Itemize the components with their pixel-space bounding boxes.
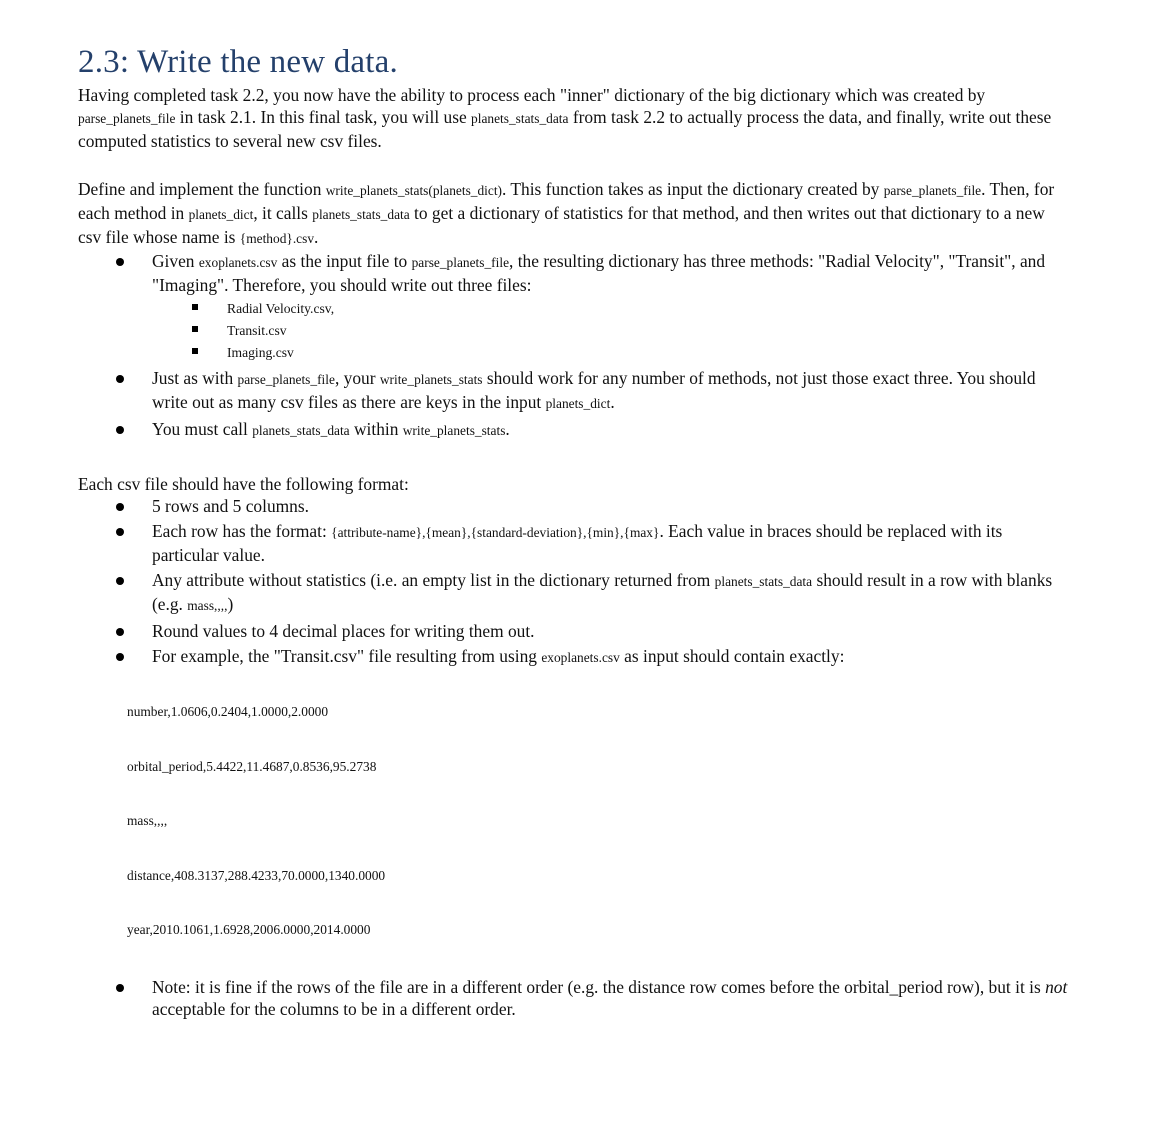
- list-item: 5 rows and 5 columns.: [78, 495, 1068, 517]
- bullet-icon: [116, 503, 124, 511]
- format-intro: Each csv file should have the following format:: [78, 474, 409, 494]
- code-row-format: {attribute-name},{mean},{standard-deviation},{min},{max}: [331, 525, 660, 540]
- code-parse-planets-file: parse_planets_file: [237, 372, 335, 387]
- code-write-planets-stats: write_planets_stats: [402, 423, 506, 438]
- square-bullet-icon: [192, 326, 198, 332]
- define-paragraph: Define and implement the function write_planets_stats(planets_dict). This function takes as input the dictionary created by parse_planets_file. Then, for each method in planets_dict, it calls planets_stats_data to get a dictionary of statistics for that method, and then writes out that dictionary to a new csv file whose name is {method}.csv.: [78, 179, 1055, 247]
- code-planets-dict: planets_dict: [545, 396, 611, 411]
- code-method-csv: {method}.csv: [239, 231, 315, 246]
- section-heading: 2.3: Write the new data.: [78, 44, 398, 80]
- code-exoplanets-csv: exoplanets.csv: [541, 650, 620, 665]
- square-bullet-icon: [192, 348, 198, 354]
- list-item: For example, the "Transit.csv" file resulting from using exoplanets.csv as input should contain exactly:: [78, 645, 1068, 669]
- bullet-icon: [116, 577, 124, 585]
- code-planets-stats-data: planets_stats_data: [312, 207, 410, 222]
- bullet-icon: [116, 628, 124, 636]
- code-parse-planets-file: parse_planets_file: [411, 255, 510, 270]
- bullet-icon: [116, 653, 124, 661]
- csv-line: orbital_period,5.4422,11.4687,0.8536,95.2738: [127, 758, 377, 774]
- bullet-icon: [116, 984, 124, 992]
- code-planets-stats-data: planets_stats_data: [714, 574, 813, 589]
- list-item: Any attribute without statistics (i.e. an empty list in the dictionary returned from planets_stats_data should result in a row with blanks (e.g. mass,,,,): [78, 569, 1068, 617]
- list-item: Round values to 4 decimal places for writing them out.: [78, 620, 1068, 642]
- code-mass-blank: mass,,,,: [187, 598, 228, 613]
- requirements-list: [78, 250, 1068, 442]
- list-item: Each row has the format: {attribute-name},{mean},{standard-deviation},{min},{max}. Each value in braces should be replaced with its particular value.: [78, 520, 1068, 566]
- emphasis-not: not: [1045, 976, 1068, 997]
- csv-example-block: [78, 703, 1068, 939]
- code-write-planets-stats: write_planets_stats: [379, 372, 483, 387]
- code-parse-planets-file: parse_planets_file: [883, 183, 982, 198]
- bullet-icon: [116, 528, 124, 536]
- list-item: Transit.csv: [152, 320, 1068, 342]
- code-exoplanets-csv: exoplanets.csv: [198, 255, 278, 270]
- code-planets-stats-data: planets_stats_data: [252, 423, 350, 438]
- list-item: Radial Velocity.csv,: [152, 298, 1068, 320]
- intro-paragraph: Having completed task 2.2, you now have the ability to process each "inner" dictionary of the big dictionary which was created by parse_planets_file in task 2.1. In this final task, you will use planets_stats_data from task 2.2 to actually process the data, and finally, write out these computed statistics to several new csv files.: [78, 85, 1052, 151]
- list-item: Given exoplanets.csv as the input file to parse_planets_file, the resulting dictionary has three methods: "Radial Velocity", "Transit", and "Imaging". Therefore, you should write out three files: Radial Velocity.csv, Transit.csv Imaging.csv: [78, 250, 1068, 364]
- code-function-signature: write_planets_stats(planets_dict): [325, 183, 503, 198]
- csv-line: distance,408.3137,288.4233,70.0000,1340.0000: [127, 867, 386, 883]
- document-page: [78, 40, 1068, 1020]
- square-bullet-icon: [192, 304, 198, 310]
- list-item: You must call planets_stats_data within write_planets_stats.: [78, 418, 1068, 442]
- csv-line: year,2010.1061,1.6928,2006.0000,2014.0000: [127, 922, 371, 937]
- bullet-icon: [116, 426, 124, 434]
- csv-line: mass,,,,: [127, 813, 168, 828]
- note-list: [78, 976, 1068, 1020]
- bullet-icon: [116, 258, 124, 266]
- code-parse-planets-file: parse_planets_file: [78, 111, 176, 126]
- list-item: Just as with parse_planets_file, your write_planets_stats should work for any number of methods, not just those exact three. You should write out as many csv files as there are keys in the input planets_dict.: [78, 367, 1068, 415]
- code-planets-dict: planets_dict: [188, 207, 254, 222]
- list-item: Note: it is fine if the rows of the file are in a different order (e.g. the distance row comes before the orbital_period row), but it is not acceptable for the columns to be in a different order.: [78, 976, 1068, 1020]
- format-list: [78, 495, 1068, 669]
- output-files-list: [152, 298, 1068, 364]
- code-planets-stats-data: planets_stats_data: [471, 111, 569, 126]
- list-item: Imaging.csv: [152, 342, 1068, 364]
- bullet-icon: [116, 375, 124, 383]
- csv-line: number,1.0606,0.2404,1.0000,2.0000: [127, 704, 329, 719]
